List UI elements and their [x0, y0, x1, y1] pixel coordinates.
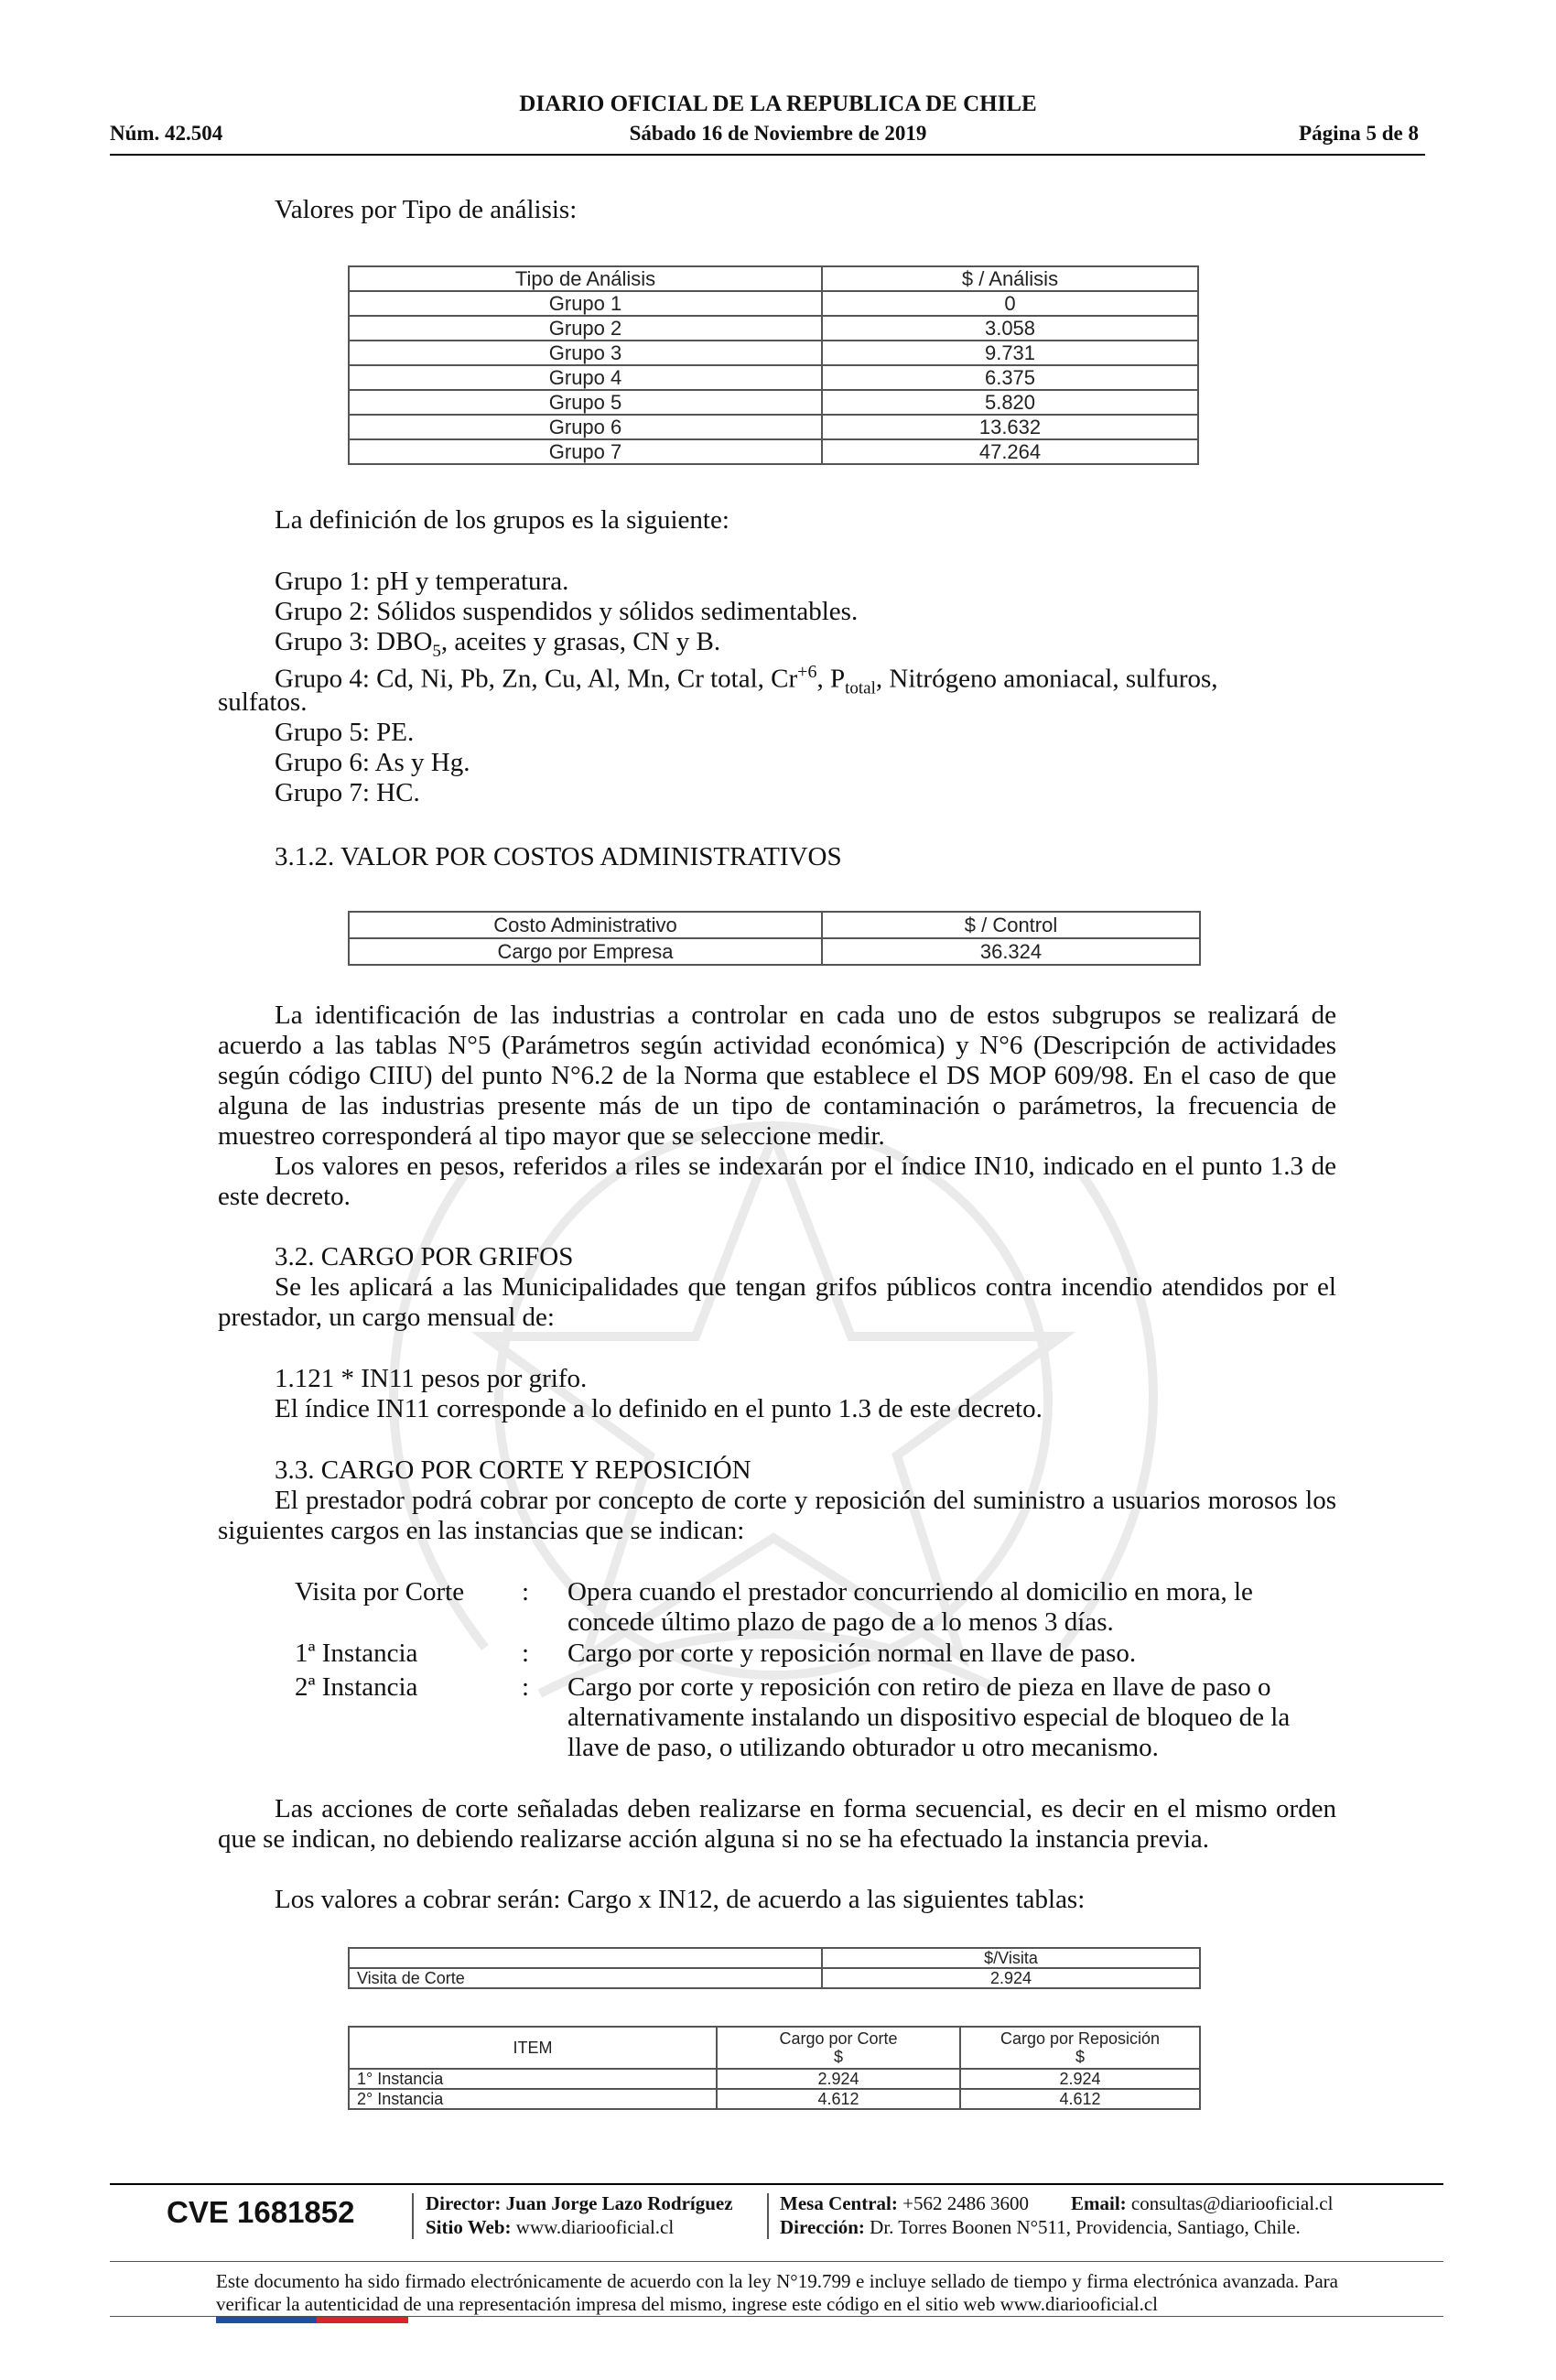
table-row [349, 365, 1198, 390]
table-cell: 4.612 [717, 2089, 960, 2109]
flag-stripe-blue [216, 2317, 317, 2323]
table-cell: 0 [822, 291, 1198, 316]
corte-definition: Cargo por corte y reposición con retiro de pieza en llave de paso o alternativamente instalando un dispositivo especial de bloqueo de la llave de paso, o utilizando obturador u otro mecanismo. [567, 1672, 1291, 1762]
flag-stripe-red [317, 2317, 408, 2323]
grifos-heading: 3.2. CARGO POR GRIFOS [275, 1242, 574, 1271]
header-divider [110, 154, 1425, 156]
table-cell: Grupo 1 [349, 291, 822, 316]
corte-term: 1ª Instancia [295, 1639, 418, 1668]
footer-separator [767, 2193, 769, 2239]
group-4-text: Grupo 4: Cd, Ni, Pb, Zn, Cu, Al, Mn, Cr total, Cr [275, 664, 798, 694]
table-cell: 2.924 [960, 2069, 1200, 2089]
mesa-central-label: Mesa Central: [780, 2192, 898, 2214]
table-cell: 2.924 [822, 1968, 1200, 1988]
identification-paragraph: La identificación de las industrias a controlar en cada uno de estos subgrupos se realizará de acuerdo a las tablas N°5 (Parámetros según actividad económica) y N°6 (Descripción de actividades según código CIIU) del punto N°6.2 de la Norma que establece el DS MOP 609/98. En el caso de que alguna de las industrias presente más de un tipo de contaminación o parámetros, la frecuencia de muestreo corresponderá al tipo mayor que se seleccione medir. [218, 1001, 1336, 1151]
group-4-text-end: , Nitrógeno amoniacal, sulfuros, [875, 664, 1218, 694]
group-4-subscript: total [845, 678, 876, 698]
corte-text: El prestador podrá cobrar por concepto de corte y reposición del suministro a usuarios morosos los siguientes cargos en las instancias que se indican: [218, 1486, 1336, 1545]
mesa-central-phone: +562 2486 3600 [902, 2192, 1029, 2214]
director-name: Juan Jorge Lazo Rodríguez [505, 2192, 733, 2214]
website-link[interactable]: www.diariooficial.cl [515, 2216, 675, 2238]
address-line [780, 2215, 1301, 2239]
table-row [349, 341, 1198, 365]
table-header-row [349, 1948, 1200, 1968]
table-cell: 1° Instancia [349, 2069, 717, 2089]
corte-colon: : [522, 1672, 530, 1702]
group-2-definition: Grupo 2: Sólidos suspendidos y sólidos sedimentables. [275, 597, 859, 626]
groups-intro: La definición de los grupos es la siguiente: [275, 505, 729, 535]
corte-heading: 3.3. CARGO POR CORTE Y REPOSICIÓN [275, 1455, 751, 1485]
grifos-text: Se les aplicará a las Municipalidades que tengan grifos públicos contra incendio atendidos por el prestador, un cargo mensual de: [218, 1272, 1336, 1332]
table-header-label: Cargo por Reposición [1000, 2029, 1161, 2048]
table-cell: Grupo 4 [349, 365, 822, 390]
table-row [349, 439, 1198, 464]
table-cell: 6.375 [822, 365, 1198, 390]
table-cell: 5.820 [822, 390, 1198, 415]
table-cell: 9.731 [822, 341, 1198, 365]
grifos-formula: 1.121 * IN11 pesos por grifo. [275, 1364, 588, 1393]
instancia-table [348, 2026, 1201, 2110]
corte-term: 2ª Instancia [295, 1672, 418, 1702]
table-header: Tipo de Análisis [349, 266, 822, 291]
table-cell: 4.612 [960, 2089, 1200, 2109]
table-cell: 2.924 [717, 2069, 960, 2089]
table-cell: 47.264 [822, 439, 1198, 464]
website-line [426, 2215, 674, 2239]
footer-divider [110, 2183, 1443, 2185]
director-line [426, 2191, 733, 2215]
table-header-unit: $ [833, 2048, 843, 2066]
email-line [1071, 2191, 1333, 2215]
director-label: Director: [426, 2192, 502, 2214]
table-cell: Grupo 5 [349, 390, 822, 415]
group-4-continuation: sulfatos. [218, 687, 308, 717]
address-label: Dirección: [780, 2216, 865, 2238]
group-3-text-end: , aceites y grasas, CN y B. [440, 627, 721, 656]
table-header-row [349, 912, 1200, 938]
group-7-definition: Grupo 7: HC. [275, 778, 420, 807]
table-header: ITEM [349, 2027, 717, 2069]
table-cell: Grupo 3 [349, 341, 822, 365]
group-3-text: Grupo 3: DBO [275, 627, 433, 656]
address-text: Dr. Torres Boonen N°511, Providencia, Santiago, Chile. [870, 2216, 1301, 2238]
table-header-unit: $ [1075, 2048, 1085, 2066]
cve-code: CVE 1681852 [167, 2195, 355, 2229]
newspaper-title: DIARIO OFICIAL DE LA REPUBLICA DE CHILE [519, 92, 1037, 116]
admin-costs-table [348, 911, 1201, 966]
table-cell: 2° Instancia [349, 2089, 717, 2109]
table-cell-empty [349, 1948, 822, 1968]
table-header [960, 2027, 1200, 2069]
page-number: Página 5 de 8 [1299, 122, 1419, 145]
table-header: $/Visita [822, 1948, 1200, 1968]
table-row [349, 2069, 1200, 2089]
group-6-definition: Grupo 6: As y Hg. [275, 748, 470, 777]
table-header-row [349, 2027, 1200, 2069]
corte-definition: Cargo por corte y reposición normal en llave de paso. [567, 1639, 1137, 1668]
website-label: Sitio Web: [426, 2216, 512, 2238]
group-4-text-mid: , P [816, 664, 846, 694]
table-header: $ / Control [822, 912, 1200, 938]
table-header-row [349, 266, 1198, 291]
group-4-definition [275, 657, 1218, 703]
issue-date: Sábado 16 de Noviembre de 2019 [629, 122, 927, 145]
admin-costs-heading: 3.1.2. VALOR POR COSTOS ADMINISTRATIVOS [275, 842, 842, 871]
corte-colon: : [522, 1639, 530, 1668]
table-header [717, 2027, 960, 2069]
table-cell: 36.324 [822, 938, 1200, 965]
table-cell: 3.058 [822, 316, 1198, 341]
issue-number: Núm. 42.504 [110, 122, 223, 145]
analysis-table [348, 265, 1199, 465]
table-cell: Grupo 7 [349, 439, 822, 464]
indexation-paragraph: Los valores en pesos, referidos a riles se indexarán por el índice IN10, indicado en el punto 1.3 de este decreto. [218, 1152, 1336, 1211]
table-header-label: Cargo por Corte [779, 2029, 898, 2048]
corte-definition: Opera cuando el prestador concurriendo al domicilio en mora, le concede último plazo de pago de a lo menos 3 días. [567, 1577, 1253, 1637]
corte-term: Visita por Corte [295, 1577, 465, 1606]
corte-sequence-paragraph: Las acciones de corte señaladas deben realizarse en forma secuencial, es decir en el mismo orden que se indican, no debiendo realizarse acción alguna si no se ha efectuado la instancia previa. [218, 1794, 1336, 1854]
group-4-superscript: +6 [797, 662, 817, 682]
footer-divider-thin [110, 2261, 1443, 2262]
table-cell: Grupo 2 [349, 316, 822, 341]
table-row [349, 2089, 1200, 2109]
analysis-intro: Valores por Tipo de análisis: [275, 195, 578, 224]
visita-corte-table [348, 1947, 1201, 1989]
table-row [349, 390, 1198, 415]
mesa-central-line [780, 2191, 1029, 2215]
table-cell: Visita de Corte [349, 1968, 822, 1988]
table-row [349, 415, 1198, 439]
group-1-definition: Grupo 1: pH y temperatura. [275, 567, 569, 596]
group-3-subscript: 5 [432, 641, 441, 661]
corte-colon: : [522, 1577, 530, 1606]
table-row [349, 1968, 1200, 1988]
electronic-signature-note: Este documento ha sido firmado electrónicamente de acuerdo con la ley N°19.799 e incluye sellado de tiempo y firma electrónica avanzada. Para verificar la autenticidad de una representación impresa del mismo, ingrese este código en el sitio web www.diariooficial.cl [216, 2270, 1338, 2315]
table-header: $ / Análisis [822, 266, 1198, 291]
table-row [349, 938, 1200, 965]
group-5-definition: Grupo 5: PE. [275, 718, 415, 747]
grifos-note: El índice IN11 corresponde a lo definido en el punto 1.3 de este decreto. [275, 1394, 1043, 1423]
table-header: Costo Administrativo [349, 912, 822, 938]
table-row [349, 291, 1198, 316]
corte-values-intro: Los valores a cobrar serán: Cargo x IN12, de acuerdo a las siguientes tablas: [275, 1885, 1086, 1914]
email-label: Email: [1071, 2192, 1127, 2214]
table-cell: Grupo 6 [349, 415, 822, 439]
footer-separator [412, 2193, 414, 2239]
table-row [349, 316, 1198, 341]
table-cell: Cargo por Empresa [349, 938, 822, 965]
email-link[interactable]: consultas@diariooficial.cl [1130, 2192, 1334, 2214]
table-cell: 13.632 [822, 415, 1198, 439]
